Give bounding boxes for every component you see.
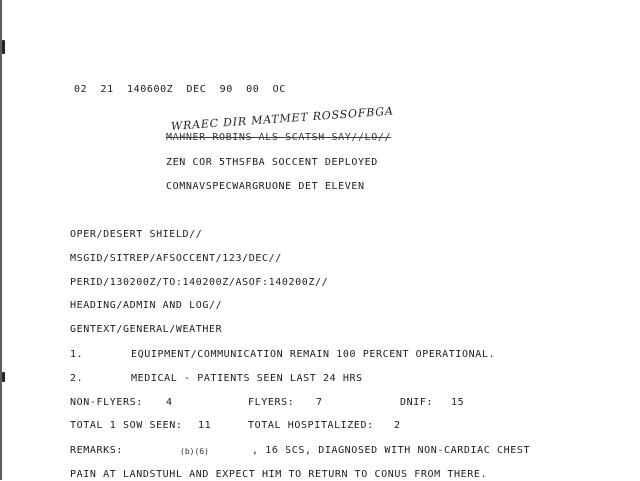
message-header-line: 02 21 140600Z DEC 90 00 OC [74, 84, 286, 95]
dnif-label: DNIF: [400, 397, 434, 408]
scan-edge-line [0, 0, 2, 480]
handwritten-routing-note: WRAEC DIR MATMET ROSSOFBGA [170, 104, 395, 133]
nonflyers-value: 4 [166, 397, 173, 408]
heading-set: HEADING/ADMIN AND LOG// [70, 300, 223, 311]
total-hospitalized-value: 2 [394, 420, 401, 431]
flyers-value: 7 [316, 397, 323, 408]
oper-set: OPER/DESERT SHIELD// [70, 229, 203, 240]
msgid-set: MSGID/SITREP/AFSOCCENT/123/DEC// [70, 253, 282, 264]
scan-speck [2, 372, 5, 382]
total-hospitalized-label: TOTAL HOSPITALIZED: [248, 420, 374, 431]
total-sow-value: 11 [198, 420, 212, 431]
total-sow-label: TOTAL 1 SOW SEEN: [70, 420, 183, 431]
redaction-mark: (b)(6) [180, 447, 209, 456]
perid-set: PERID/130200Z/TO:140200Z/ASOF:140200Z// [70, 277, 329, 288]
scan-speck [2, 40, 5, 54]
item-text: EQUIPMENT/COMMUNICATION REMAIN 100 PERCENT OPERATIONAL. [131, 349, 496, 360]
remarks-text-line: PAIN AT LANDSTUHL AND EXPECT HIM TO RETURN TO CONUS FROM THERE. [70, 469, 488, 480]
struck-through-address: MAHNER ROBINS ALS SCATSH SAY//LO// [166, 132, 392, 143]
gentext-set: GENTEXT/GENERAL/WEATHER [70, 324, 223, 335]
dnif-value: 15 [451, 397, 465, 408]
item-number: 2. [70, 373, 84, 384]
addressee-line: ZEN COR 5THSFBA SOCCENT DEPLOYED [166, 157, 378, 168]
item-text: MEDICAL - PATIENTS SEEN LAST 24 HRS [131, 373, 363, 384]
addressee-line: COMNAVSPECWARGRUONE DET ELEVEN [166, 181, 365, 192]
remarks-label: REMARKS: [70, 445, 123, 456]
item-number: 1. [70, 349, 84, 360]
nonflyers-label: NON-FLYERS: [70, 397, 143, 408]
remarks-text-line: , 16 SCS, DIAGNOSED WITH NON-CARDIAC CHEST [252, 445, 531, 456]
flyers-label: FLYERS: [248, 397, 295, 408]
